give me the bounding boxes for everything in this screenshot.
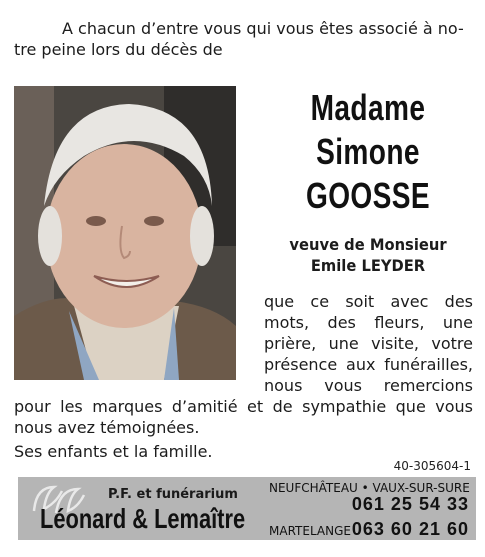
deceased-name-block	[258, 86, 478, 276]
signature: Ses enfants et la famille.	[14, 442, 213, 461]
contact-town: NEUFCHÂTEAU • VAUX-SUR-SURE	[269, 481, 470, 495]
contact-row	[269, 519, 469, 545]
intro-line-1: A chacun d’entre vous qui vous êtes associé à no-	[62, 19, 464, 38]
portrait-photo-icon	[14, 86, 236, 380]
widow-line-1: veuve de Monsieur	[289, 235, 447, 254]
company-name: Léonard & Lemaître	[40, 503, 246, 534]
thanks-line: nous vous remercions	[264, 376, 473, 395]
contact-phone: 061 25 54 33	[351, 494, 469, 514]
portrait-photo	[14, 86, 236, 380]
contact-town: MARTELANGE	[269, 524, 351, 538]
company-subtitle: P.F. et funérarium	[108, 487, 238, 502]
widow-line-2: Emile LEYDER	[310, 256, 426, 275]
thanks-text-right	[264, 291, 473, 396]
contact-phone: 063 60 21 60	[351, 519, 469, 539]
deceased-title: Madame	[310, 87, 426, 128]
intro-text	[14, 18, 472, 60]
thanks-line: mots, des fleurs, une	[264, 313, 473, 332]
thanks-line: que ce soit avec des	[264, 292, 473, 311]
deceased-first-name: Simone	[316, 131, 420, 172]
thanks-text-full: pour les marques d’amitié et de sympathie que vous nous avez témoignées.	[14, 397, 473, 437]
deceased-last-name: GOOSSE	[305, 175, 431, 216]
widow-of-block	[258, 234, 478, 276]
thanks-line: présence aux funérailles,	[264, 355, 473, 374]
contact-row	[269, 481, 470, 514]
thanks-line: prière, une visite, votre	[264, 334, 473, 353]
intro-line-2: tre peine lors du décès de	[14, 40, 223, 59]
reference-number: 40-305604-1	[393, 459, 471, 473]
funeral-home-banner	[18, 477, 476, 540]
contact-list	[269, 481, 469, 545]
